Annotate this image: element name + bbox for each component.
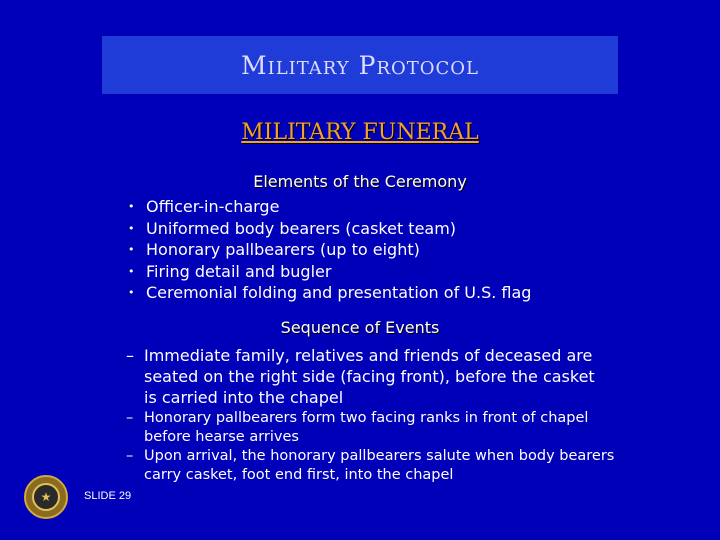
list-item: • Ceremonial folding and presentation of U.S. flag	[128, 283, 532, 302]
list-item: – Honorary pallbearers form two facing ranks in front of chapel before hearse arrives	[126, 410, 589, 445]
dash-icon: –	[126, 346, 134, 365]
seal-inner	[32, 483, 60, 511]
dash-icon: –	[126, 448, 134, 464]
sequence-heading: Sequence of Events	[280, 318, 440, 337]
star-icon: ★	[40, 490, 52, 504]
list-item: – Immediate family, relatives and friends of deceased are seated on the right side (facing front), before the casket is carried into the chapel	[126, 346, 595, 407]
bullet-icon: •	[128, 264, 135, 278]
seal-logo-icon	[24, 475, 68, 519]
list-item: – Upon arrival, the honorary pallbearers salute when body bearers carry casket, foot end first, into the chapel	[126, 448, 615, 483]
slide-title: Military Protocol	[241, 50, 479, 80]
slide-number: SLIDE 29	[84, 490, 132, 502]
list-item: • Honorary pallbearers (up to eight)	[128, 240, 420, 259]
sequence-list-secondary	[126, 409, 616, 485]
dash-icon: –	[126, 410, 134, 426]
title-bar	[102, 36, 618, 94]
list-item: • Uniformed body bearers (casket team)	[128, 218, 457, 238]
bullet-icon: •	[128, 200, 135, 213]
sequence-list-primary	[126, 345, 606, 408]
bullet-icon: •	[128, 243, 135, 256]
slide-subtitle: MILITARY FUNERAL	[241, 120, 479, 145]
elements-list	[128, 196, 531, 304]
bullet-icon: •	[128, 286, 135, 299]
list-item: • Firing detail and bugler	[128, 261, 332, 281]
bullet-icon: •	[128, 221, 135, 235]
elements-heading: Elements of the Ceremony	[253, 172, 467, 191]
list-item: • Officer-in-charge	[128, 197, 280, 216]
